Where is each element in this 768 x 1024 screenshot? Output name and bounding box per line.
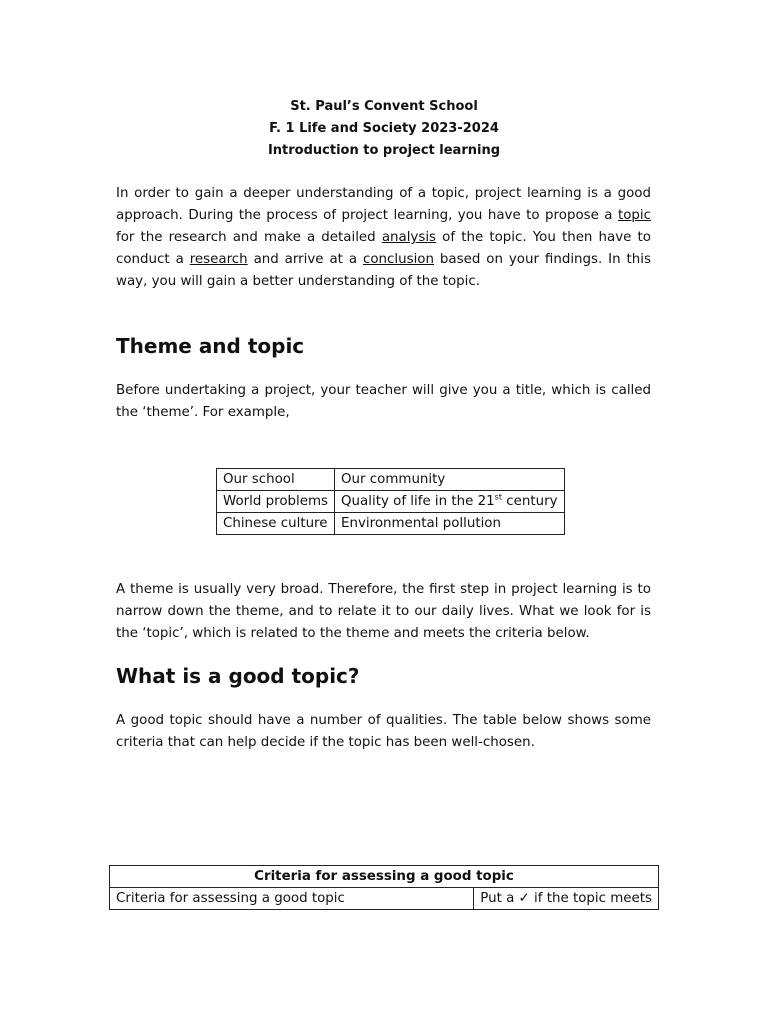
table-row <box>217 469 565 491</box>
term-research: research <box>189 252 248 267</box>
table-cell: Environmental pollution <box>335 513 564 535</box>
term-conclusion: conclusion <box>362 252 434 267</box>
table-row <box>110 866 659 888</box>
intro-paragraph: In order to gain a deeper understanding of a topic, project learning is a good approach. During the process of project learning, you have to propose a topic for the research and make a detailed analysis of the topic. You then have to conduct a research and arrive at a conclusion based on your findings. In this way, you will gain a better understanding of the topic. <box>116 186 651 289</box>
table-row <box>217 513 565 535</box>
theme-broad-paragraph: A theme is usually very broad. Therefore, the first step in project learning is to narrow down the theme, and to relate it to our daily lives. What we look for is the ‘topic’, which is related to the theme and meets the criteria below. <box>116 582 651 641</box>
criteria-table-title: Criteria for assessing a good topic <box>110 866 659 888</box>
good-topic-heading: What is a good topic? <box>116 664 360 688</box>
theme-examples-table <box>216 468 565 535</box>
table-cell: Our school <box>217 469 335 491</box>
check-mark-icon: ✓ <box>518 891 530 906</box>
unit-title: Introduction to project learning <box>267 143 501 158</box>
school-name: St. Paul’s Convent School <box>290 99 478 114</box>
criteria-table <box>109 865 659 910</box>
theme-heading: Theme and topic <box>116 334 305 358</box>
table-cell: Chinese culture <box>217 513 335 535</box>
check-column-header: Put a ✓ if the topic meets <box>474 888 659 910</box>
document-header <box>0 96 768 162</box>
good-topic-paragraph: A good topic should have a number of qualities. The table below shows some criteria that can help decide if the topic has been well-chosen. <box>116 713 651 750</box>
table-cell: World problems <box>217 491 335 513</box>
term-topic: topic <box>617 208 651 223</box>
table-cell: Quality of life in the 21st century <box>335 491 564 513</box>
theme-paragraph: Before undertaking a project, your teacher will give you a title, which is called the ‘theme’. For example, <box>116 383 651 420</box>
table-row <box>110 888 659 910</box>
criteria-column-header: Criteria for assessing a good topic <box>110 888 474 910</box>
term-analysis: analysis <box>381 230 437 245</box>
table-cell: Our community <box>335 469 564 491</box>
course-title: F. 1 Life and Society 2023-2024 <box>269 121 499 136</box>
table-row <box>217 491 565 513</box>
